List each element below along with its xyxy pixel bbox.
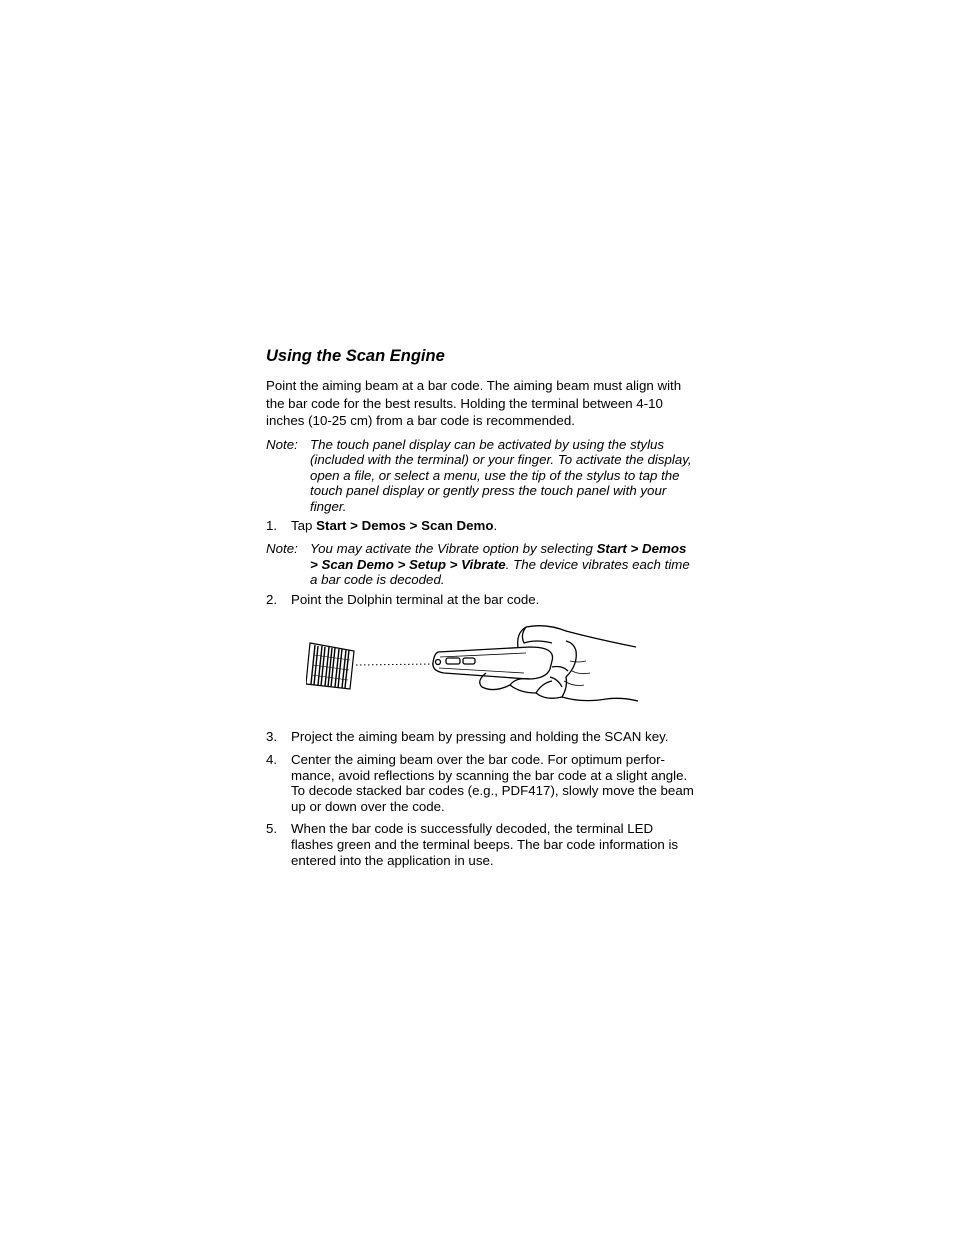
section-title: Using the Scan Engine: [266, 347, 445, 365]
note-suffix: . The device vibrates each time a bar code is decoded.: [310, 556, 690, 588]
step-number: 1.: [266, 518, 278, 534]
barcode-icon: [306, 643, 354, 689]
step-number: 3.: [266, 729, 278, 745]
note-label: Note:: [266, 436, 298, 452]
menu-path: Start > Demos > Scan Demo: [316, 518, 494, 534]
terminal-icon: [433, 647, 553, 679]
step-text: Center the aiming beam over the bar code. For optimum perfor-mance, avoid reflections by scanning the bar code at a slight angle. To decode stacked bar codes (e.g., PDF417), slowly move the beam up or down over the code.: [291, 752, 694, 814]
step-3: [266, 729, 696, 745]
step-suffix: .: [493, 518, 498, 534]
step-text: [291, 518, 696, 534]
hand-scanning-barcode-icon: [266, 621, 696, 709]
step-1: [266, 518, 696, 534]
note-prefix: You may activate the Vibrate option by selecting: [310, 541, 597, 557]
menu-path: Start > Demos > Scan Demo > Setup > Vibrate: [310, 541, 687, 572]
step-2: [266, 592, 696, 608]
note-text: The touch panel display can be activated by using the stylus (included with the terminal) or your finger. To activate the display, open a file, or select a menu, use the tip of the stylus to tap the touch panel display or gently press the touch panel with your finger.: [310, 436, 692, 514]
step-5: [266, 821, 696, 868]
note-label: Note:: [266, 541, 298, 557]
step-number: 2.: [266, 591, 278, 607]
aiming-beam: [356, 664, 434, 665]
note-text: [310, 541, 696, 588]
step-text: Project the aiming beam by pressing and holding the SCAN key.: [291, 729, 669, 745]
scan-illustration: [306, 621, 646, 709]
intro-paragraph: Point the aiming beam at a bar code. The aiming beam must align with the bar code for the best results. Holding the terminal between 4-10 inches (10-25 cm) from a bar code is recommended.: [266, 378, 682, 428]
step-4: [266, 752, 696, 814]
step-number: 4.: [266, 752, 278, 768]
note-touch-panel: [266, 437, 696, 515]
step-number: 5.: [266, 821, 278, 837]
step-prefix: Tap: [291, 518, 317, 534]
note-vibrate: [266, 541, 696, 588]
step-text: When the bar code is successfully decoded, the terminal LED flashes green and the terminal beeps. The bar code information is entered into the application in use.: [291, 821, 679, 868]
page-content: [266, 345, 696, 875]
step-text: Point the Dolphin terminal at the bar code.: [291, 591, 540, 607]
